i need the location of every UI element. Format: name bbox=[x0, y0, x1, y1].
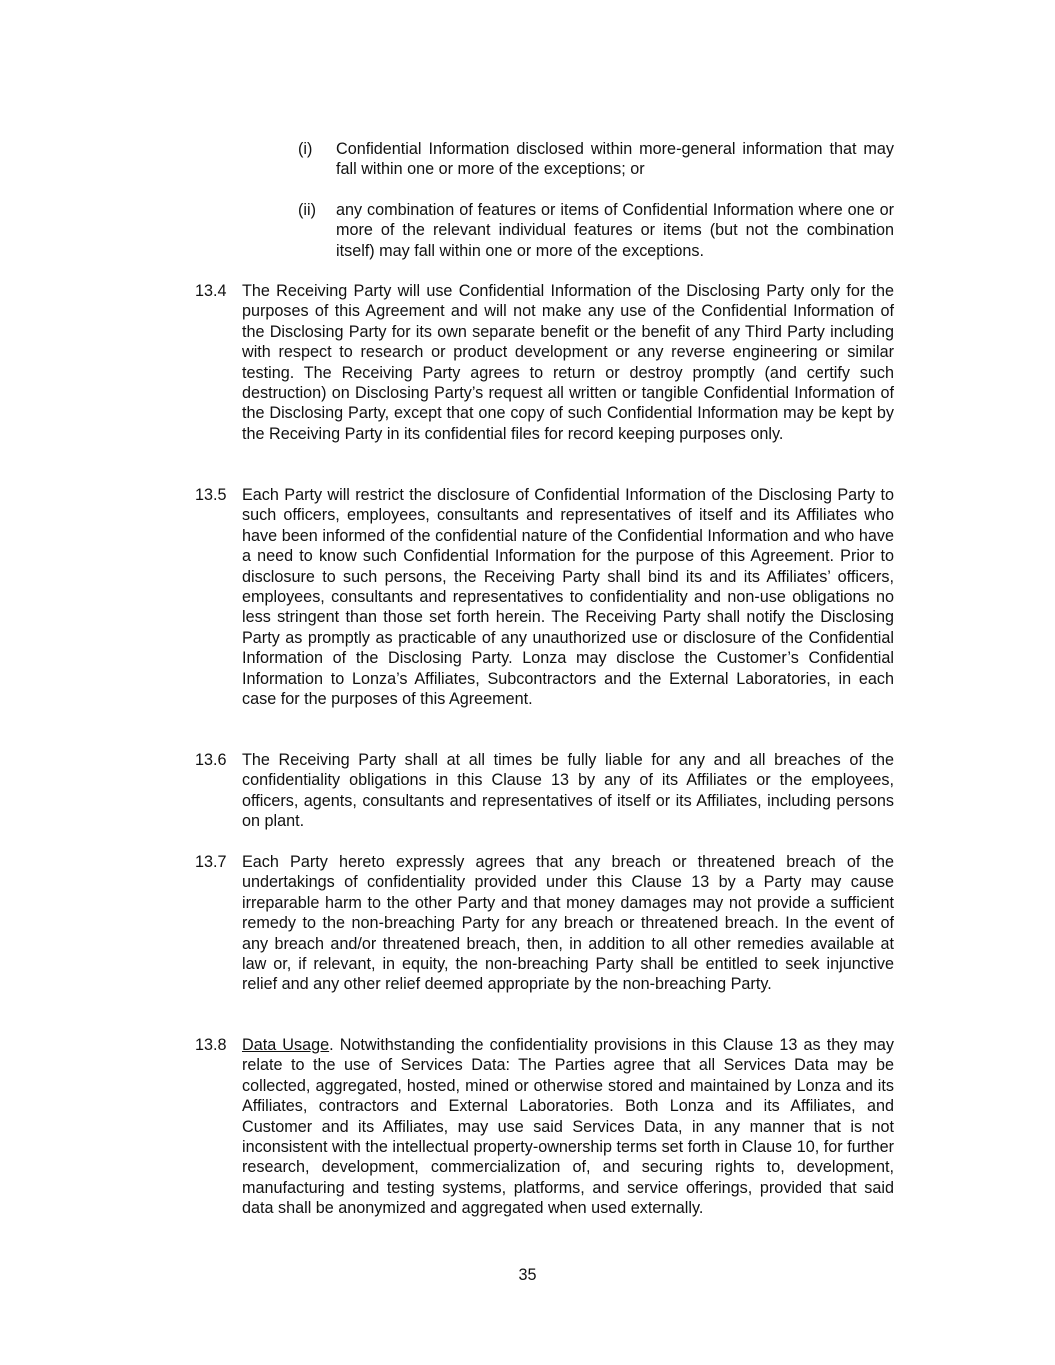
clause-number: 13.6 bbox=[195, 751, 227, 769]
list-item-text: any combination of features or items of Confidential Information where one or more of the relevant individual features or items (but not the combination itself) may fall within one or more of the exceptions. bbox=[336, 201, 894, 260]
clause-text: Each Party will restrict the disclosure of Confidential Information of the Disclosing Party to such officers, employees, consultants and representatives of itself and its Affiliates who have been informed of the confidential nature of the Confidential Information and who have a need to know such Confidential Information for the purpose of this Agreement. Prior to disclosure to such persons, the Receiving Party shall bind its and its Affiliates’ officers, employees, consultants and representatives to confidentiality and non-use obligations no less stringent than those set forth herein. The Receiving Party shall notify the Disclosing Party as promptly as practicable of any unauthorized use or disclosure of the Confidential Information of the Disclosing Party. Lonza may disclose the Customer’s Confidential Information to Lonza’s Affiliates, Subcontractors and the External Laboratories, in each case for the purposes of this Agreement. bbox=[242, 486, 894, 709]
clause-body: . Notwithstanding the confidentiality provisions in this Clause 13 as they may relate to the use of Services Data: The Parties agree that all Services Data may be collected, aggregated, hosted, mined or otherwise stored and maintained by Lonza and its Affiliates, contractors and External Laboratories. Both Lonza and its Affiliates, and Customer and its Affiliates, may use said Services Data, in any manner that is not inconsistent with the intellectual property-ownership terms set forth in Clause 10, for further research, development, commercialization of, and securing rights to, development, manufacturing and testing systems, platforms, and service offerings, provided that said data shall be anonymized and aggregated when used externally. bbox=[242, 1036, 894, 1218]
clause-13-5 bbox=[195, 485, 894, 709]
clause-text bbox=[242, 1035, 894, 1219]
clause-number: 13.8 bbox=[195, 1036, 227, 1054]
clause-heading: Data Usage bbox=[242, 1036, 330, 1054]
clause-text: The Receiving Party shall at all times be fully liable for any and all breaches of the confidentiality obligations in this Clause 13 by any of its Affiliates or the employees, officers, agents, consultants and representatives of itself or its Affiliates, including persons on plant. bbox=[242, 751, 894, 831]
list-item-ii bbox=[298, 200, 894, 261]
list-item-number: (i) bbox=[298, 140, 313, 158]
clause-text: The Receiving Party will use Confidential Information of the Disclosing Party only for the purposes of this Agreement and will not make any use of the Confidential Information of the Disclosing Party for its own separate benefit or the benefit of any Third Party including with respect to research or product development or any reverse engineering or similar testing. The Receiving Party agrees to return or destroy promptly (and certify such destruction) on Disclosing Party’s request all written or tangible Confidential Information of the Disclosing Party, except that one copy of such Confidential Information may be kept by the Receiving Party in its confidential files for record keeping purposes only. bbox=[242, 282, 894, 443]
list-item-text: Confidential Information disclosed within more-general information that may fall within one or more of the exceptions; or bbox=[336, 140, 894, 179]
clause-13-4 bbox=[195, 281, 894, 444]
clause-13-6 bbox=[195, 750, 894, 832]
clause-text: Each Party hereto expressly agrees that any breach or threatened breach of the undertakings of confidentiality provided under this Clause 13 by a Party may cause irreparable harm to the other Party and that money damages may not provide a sufficient remedy to the non-breaching Party for any breach or threatened breach. In the event of any breach and/or threatened breach, then, in addition to all other remedies available at law or, if relevant, in equity, the non-breaching Party shall be entitled to seek injunctive relief and any other relief deemed appropriate by the non-breaching Party. bbox=[242, 853, 894, 994]
list-item-i bbox=[298, 139, 894, 180]
clause-13-8 bbox=[195, 1035, 894, 1219]
clause-13-7 bbox=[195, 852, 894, 995]
page-number: 35 bbox=[518, 1266, 537, 1284]
clause-number: 13.4 bbox=[195, 282, 227, 300]
list-item-number: (ii) bbox=[298, 201, 316, 219]
clause-number: 13.5 bbox=[195, 486, 227, 504]
clause-number: 13.7 bbox=[195, 853, 227, 871]
